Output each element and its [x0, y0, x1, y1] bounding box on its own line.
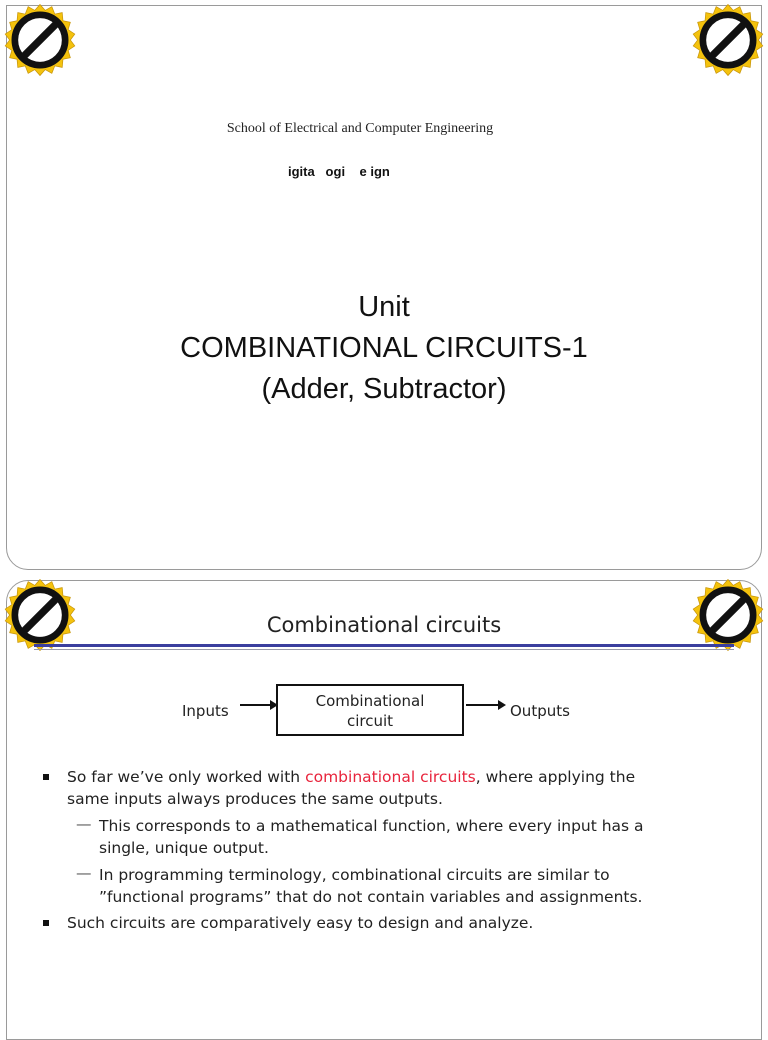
input-arrow: [240, 704, 276, 706]
sub-bullet-line: This corresponds to a mathematical function, where every input has a: [99, 817, 644, 835]
title-divider: [34, 644, 734, 647]
title-line: Unit: [358, 291, 410, 323]
block-diagram: [170, 680, 590, 740]
box-label-line1: Combinational: [315, 692, 425, 710]
no-sign-badge-icon: [691, 3, 765, 77]
combinational-circuit-box: [276, 684, 464, 736]
sub-bullet-text: [99, 815, 749, 859]
sub-bullet-text: [99, 864, 749, 908]
highlight-term: combinational circuits: [305, 768, 476, 786]
bullet-text: [67, 766, 747, 810]
sub-bullet-line: single, unique output.: [99, 839, 269, 857]
bullet-text-line: same inputs always produces the same outputs.: [67, 790, 443, 808]
sub-bullet-line: ”functional programs” that do not contain variables and assignments.: [99, 888, 643, 906]
course-title: igita ogi e ign: [288, 164, 390, 179]
sub-bullet-line: In programming terminology, combinational circuits are similar to: [99, 866, 610, 884]
outputs-label: Outputs: [510, 702, 570, 720]
bullet-text-part: So far we’ve only worked with: [67, 768, 306, 786]
title-divider-thin: [34, 649, 734, 650]
box-label-line2: circuit: [346, 712, 394, 730]
inputs-label: Inputs: [182, 702, 229, 720]
bullet-text-part: , where applying the: [475, 768, 636, 786]
title-line: COMBINATIONAL CIRCUITS-1: [180, 332, 588, 364]
bullet-marker: [43, 920, 49, 926]
title-line: (Adder, Subtractor): [261, 373, 507, 405]
bullet-text: Such circuits are comparatively easy to design and analyze.: [67, 914, 534, 932]
sub-bullet-dash: —: [76, 864, 92, 882]
school-name: School of Electrical and Computer Engineering: [226, 121, 494, 136]
sub-bullet-dash: —: [76, 815, 92, 833]
no-sign-badge-icon: [3, 3, 77, 77]
bullet-marker: [43, 774, 49, 780]
slide-title: [0, 287, 768, 410]
output-arrow: [466, 704, 504, 706]
slide-title: Combinational circuits: [266, 613, 502, 637]
